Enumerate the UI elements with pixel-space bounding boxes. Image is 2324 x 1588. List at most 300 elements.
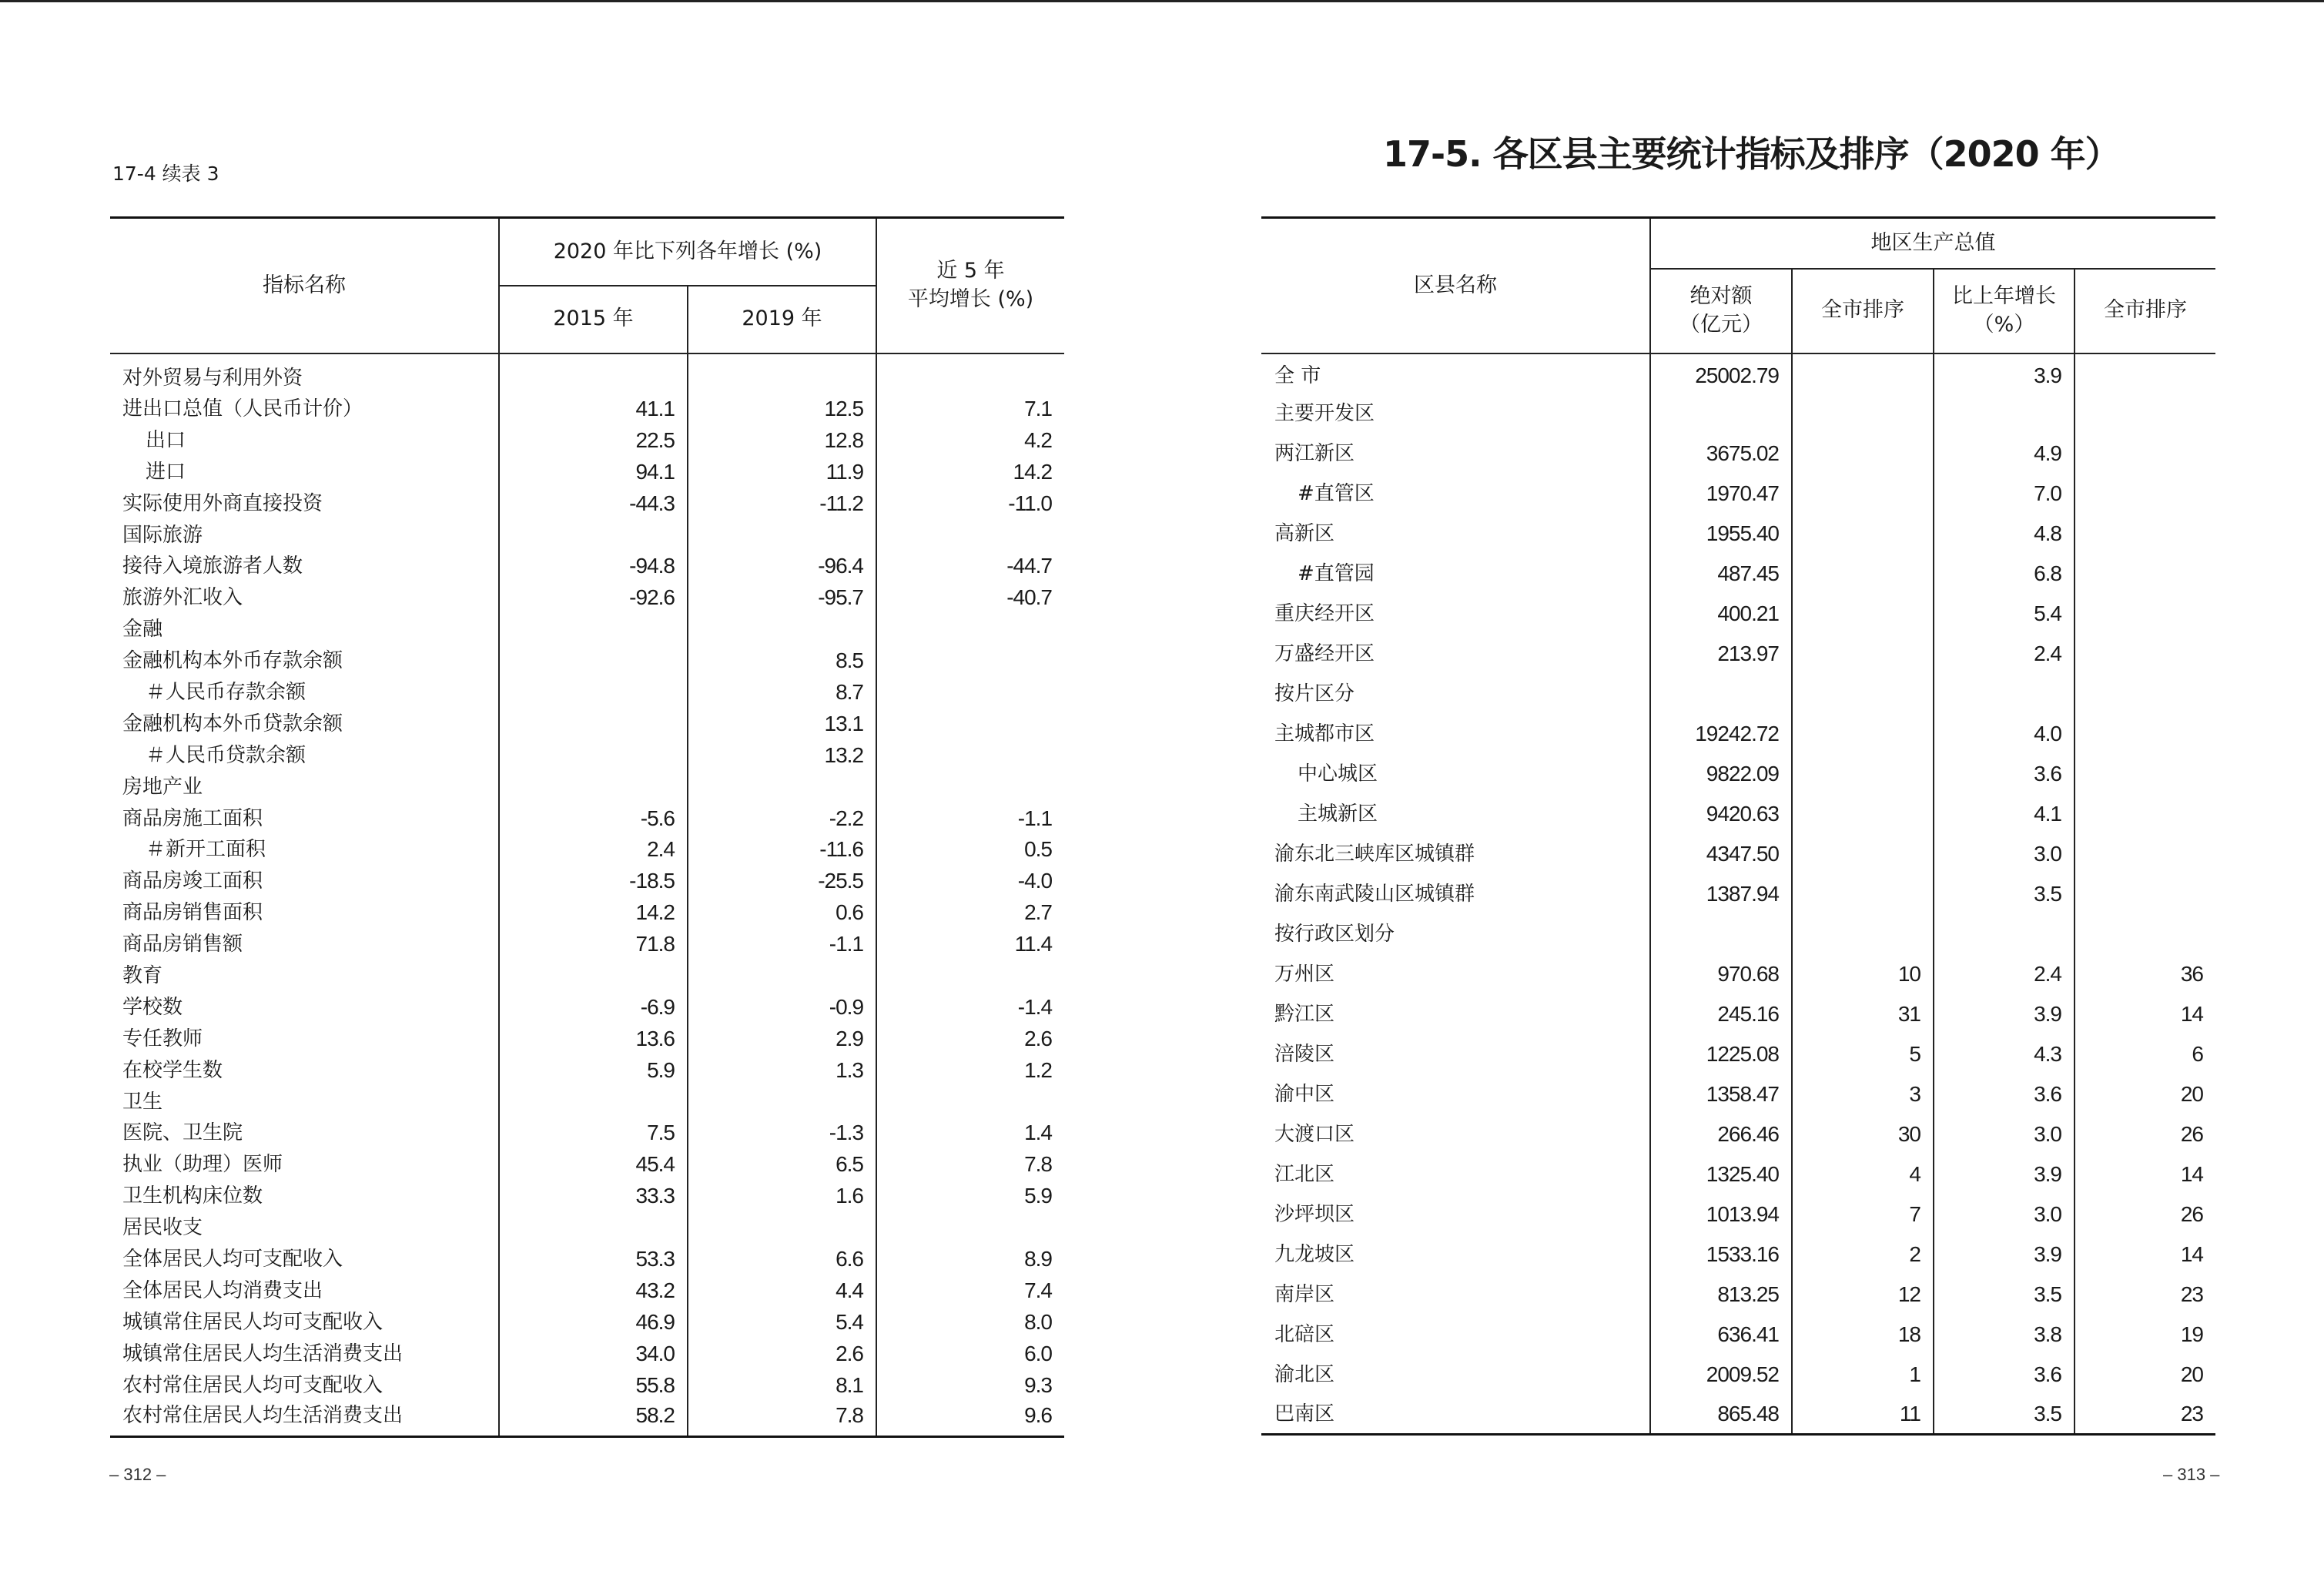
table-row xyxy=(110,929,1064,960)
gdp-rank xyxy=(1792,834,1934,874)
indicator-name: 卫生机构床位数 xyxy=(122,1184,263,1208)
growth-rank xyxy=(2075,834,2215,874)
growth-vs-2015: 2.4 xyxy=(499,834,688,866)
gdp-absolute: 2009.52 xyxy=(1650,1355,1792,1395)
table-row xyxy=(110,456,1064,487)
indicator-name: 金融 xyxy=(122,618,163,642)
gdp-absolute: 1358.47 xyxy=(1650,1074,1792,1114)
gdp-growth: 3.5 xyxy=(1934,1275,2075,1315)
gdp-absolute xyxy=(1650,914,1792,954)
gdp-growth: 4.1 xyxy=(1934,794,2075,834)
table-row xyxy=(110,834,1064,866)
growth-vs-2019: 1.6 xyxy=(688,1181,876,1212)
growth-vs-2015: 41.1 xyxy=(499,394,688,425)
table-row xyxy=(110,519,1064,551)
growth-vs-2015: 58.2 xyxy=(499,1401,688,1436)
table-row xyxy=(110,487,1064,519)
table-row xyxy=(1261,554,2215,594)
growth-vs-2015 xyxy=(499,614,688,645)
indicator-name: 金融机构本外币存款余额 xyxy=(122,649,343,673)
header-growth-line2: （%） xyxy=(1973,312,2035,337)
district-name: 渝东南武陵山区城镇群 xyxy=(1274,882,1475,906)
district-name: #直管园 xyxy=(1298,561,1375,585)
gdp-rank xyxy=(1792,434,1934,474)
gdp-growth: 3.8 xyxy=(1934,1315,2075,1355)
gdp-rank xyxy=(1792,353,1934,394)
district-name: 全 市 xyxy=(1274,364,1321,387)
table-row xyxy=(110,960,1064,992)
table-row xyxy=(1261,434,2215,474)
five-year-average: -4.0 xyxy=(876,866,1064,897)
district-name: 万盛经开区 xyxy=(1274,642,1375,665)
growth-rank xyxy=(2075,594,2215,634)
growth-rank: 23 xyxy=(2075,1395,2215,1435)
district-name: 主城新区 xyxy=(1298,802,1378,826)
growth-rank: 6 xyxy=(2075,1034,2215,1074)
growth-table xyxy=(110,216,1064,1438)
growth-vs-2019: 7.8 xyxy=(688,1401,876,1436)
table-row xyxy=(110,866,1064,897)
growth-vs-2015: 22.5 xyxy=(499,424,688,456)
district-name: 沙坪坝区 xyxy=(1274,1202,1355,1226)
district-name: 黔江区 xyxy=(1274,1002,1335,1026)
five-year-average: 2.7 xyxy=(876,897,1064,929)
gdp-absolute: 636.41 xyxy=(1650,1315,1792,1355)
growth-vs-2015: -44.3 xyxy=(499,487,688,519)
growth-vs-2015: -94.8 xyxy=(499,551,688,582)
district-name: 江北区 xyxy=(1274,1162,1335,1186)
table-row xyxy=(1261,634,2215,674)
five-year-average xyxy=(876,614,1064,645)
header-5yr-average xyxy=(876,218,1064,353)
gdp-absolute: 4347.50 xyxy=(1650,834,1792,874)
gdp-growth: 3.9 xyxy=(1934,1154,2075,1194)
growth-rank xyxy=(2075,634,2215,674)
table-caption: 17-4 续表 3 xyxy=(112,162,219,185)
indicator-name: 学校数 xyxy=(122,995,183,1019)
indicator-name: ＃人民币贷款余额 xyxy=(146,743,306,767)
five-year-average: -11.0 xyxy=(876,487,1064,519)
indicator-name: 城镇常住居民人均生活消费支出 xyxy=(122,1342,404,1365)
five-year-average xyxy=(876,677,1064,709)
gdp-growth: 3.0 xyxy=(1934,834,2075,874)
growth-vs-2019: -0.9 xyxy=(688,991,876,1023)
growth-vs-2019: 8.5 xyxy=(688,645,876,677)
growth-rank xyxy=(2075,914,2215,954)
header-growth-line1: 比上年增长 xyxy=(1952,284,2056,309)
five-year-average xyxy=(876,739,1064,771)
growth-vs-2019: -1.1 xyxy=(688,929,876,960)
indicator-name: 旅游外汇收入 xyxy=(122,586,243,610)
growth-vs-2015: 94.1 xyxy=(499,456,688,487)
growth-rank: 20 xyxy=(2075,1074,2215,1114)
district-name: #直管区 xyxy=(1298,481,1375,505)
growth-vs-2015: -92.6 xyxy=(499,582,688,614)
five-year-average: 0.5 xyxy=(876,834,1064,866)
indicator-name: 商品房销售面积 xyxy=(122,901,263,925)
gdp-rank xyxy=(1792,674,1934,714)
growth-vs-2019: 11.9 xyxy=(688,456,876,487)
growth-vs-2019 xyxy=(688,519,876,551)
indicator-name: 教育 xyxy=(122,963,163,987)
growth-vs-2019: 1.3 xyxy=(688,1054,876,1086)
five-year-average xyxy=(876,960,1064,992)
growth-rank xyxy=(2075,434,2215,474)
gdp-rank: 4 xyxy=(1792,1154,1934,1194)
five-year-average xyxy=(876,1086,1064,1117)
district-name: 中心城区 xyxy=(1298,762,1378,786)
gdp-rank: 1 xyxy=(1792,1355,1934,1395)
growth-vs-2015: 53.3 xyxy=(499,1244,688,1275)
growth-vs-2019: -96.4 xyxy=(688,551,876,582)
five-year-average: -40.7 xyxy=(876,582,1064,614)
five-year-average: -1.4 xyxy=(876,991,1064,1023)
gdp-rank: 31 xyxy=(1792,994,1934,1034)
growth-vs-2015: 43.2 xyxy=(499,1275,688,1306)
table-row xyxy=(1261,1315,2215,1355)
table-row xyxy=(1261,874,2215,914)
gdp-growth: 3.9 xyxy=(1934,1235,2075,1275)
district-name: 按片区分 xyxy=(1274,682,1355,705)
indicator-name: 农村常住居民人均可支配收入 xyxy=(122,1373,383,1397)
table-row xyxy=(1261,1275,2215,1315)
growth-vs-2015: 71.8 xyxy=(499,929,688,960)
growth-vs-2019: 4.4 xyxy=(688,1275,876,1306)
five-year-average xyxy=(876,353,1064,394)
gdp-absolute: 25002.79 xyxy=(1650,353,1792,394)
table-row xyxy=(1261,794,2215,834)
five-year-average: 7.4 xyxy=(876,1275,1064,1306)
growth-rank: 36 xyxy=(2075,954,2215,994)
growth-vs-2019: 6.6 xyxy=(688,1244,876,1275)
indicator-name: 居民收支 xyxy=(122,1216,203,1240)
growth-vs-2019: -11.6 xyxy=(688,834,876,866)
growth-vs-2015 xyxy=(499,353,688,394)
district-name: 高新区 xyxy=(1274,521,1335,545)
five-year-average xyxy=(876,519,1064,551)
gdp-absolute: 9420.63 xyxy=(1650,794,1792,834)
growth-rank xyxy=(2075,874,2215,914)
indicator-name: 城镇常住居民人均可支配收入 xyxy=(122,1310,383,1334)
gdp-absolute: 9822.09 xyxy=(1650,754,1792,794)
growth-vs-2019 xyxy=(688,1212,876,1244)
gdp-absolute: 400.21 xyxy=(1650,594,1792,634)
growth-vs-2015: -5.6 xyxy=(499,802,688,834)
indicator-name: 出口 xyxy=(146,428,186,452)
growth-vs-2019 xyxy=(688,353,876,394)
gdp-growth: 3.9 xyxy=(1934,994,2075,1034)
district-table xyxy=(1261,216,2215,1436)
table-row xyxy=(110,424,1064,456)
table-row xyxy=(110,897,1064,929)
table-row xyxy=(110,1149,1064,1181)
table-row xyxy=(110,1086,1064,1117)
gdp-absolute: 970.68 xyxy=(1650,954,1792,994)
growth-vs-2019: 8.1 xyxy=(688,1369,876,1401)
five-year-average: -1.1 xyxy=(876,802,1064,834)
table-row xyxy=(110,1117,1064,1149)
gdp-rank: 2 xyxy=(1792,1235,1934,1275)
gdp-rank xyxy=(1792,474,1934,514)
growth-vs-2015: 13.6 xyxy=(499,1023,688,1054)
table-row xyxy=(110,802,1064,834)
growth-vs-2015 xyxy=(499,708,688,739)
gdp-rank xyxy=(1792,594,1934,634)
gdp-growth xyxy=(1934,394,2075,434)
gdp-absolute: 266.46 xyxy=(1650,1114,1792,1154)
gdp-growth: 4.3 xyxy=(1934,1034,2075,1074)
gdp-absolute: 19242.72 xyxy=(1650,714,1792,754)
district-name: 万州区 xyxy=(1274,962,1335,986)
gdp-rank xyxy=(1792,754,1934,794)
district-name: 渝东北三峡库区城镇群 xyxy=(1274,842,1475,866)
growth-rank xyxy=(2075,754,2215,794)
five-year-average: 5.9 xyxy=(876,1181,1064,1212)
growth-vs-2019: 6.5 xyxy=(688,1149,876,1181)
indicator-name: 全体居民人均消费支出 xyxy=(122,1278,323,1302)
indicator-name: 商品房竣工面积 xyxy=(122,869,263,893)
five-year-average: -44.7 xyxy=(876,551,1064,582)
growth-vs-2015: 5.9 xyxy=(499,1054,688,1086)
district-name: 两江新区 xyxy=(1274,441,1355,465)
gdp-rank xyxy=(1792,714,1934,754)
header-absolute-line1: 绝对额 xyxy=(1689,284,1753,309)
gdp-absolute: 1970.47 xyxy=(1650,474,1792,514)
five-year-average xyxy=(876,1212,1064,1244)
growth-rank xyxy=(2075,514,2215,554)
growth-vs-2019: 5.4 xyxy=(688,1306,876,1338)
table-row xyxy=(110,1306,1064,1338)
district-name: 渝北区 xyxy=(1274,1362,1335,1386)
header-2015: 2015 年 xyxy=(499,286,688,353)
growth-vs-2015 xyxy=(499,960,688,992)
gdp-growth: 4.0 xyxy=(1934,714,2075,754)
growth-vs-2019: 13.1 xyxy=(688,708,876,739)
table-row xyxy=(110,1401,1064,1436)
gdp-rank: 5 xyxy=(1792,1034,1934,1074)
gdp-growth: 4.8 xyxy=(1934,514,2075,554)
growth-vs-2015 xyxy=(499,1086,688,1117)
growth-rank: 26 xyxy=(2075,1114,2215,1154)
gdp-growth: 3.6 xyxy=(1934,1355,2075,1395)
header-absolute xyxy=(1650,269,1792,353)
table-row xyxy=(1261,594,2215,634)
gdp-rank: 10 xyxy=(1792,954,1934,994)
growth-vs-2019: -1.3 xyxy=(688,1117,876,1149)
header-5yr-line2: 平均增长 (%) xyxy=(907,286,1034,311)
growth-vs-2019 xyxy=(688,960,876,992)
table-row xyxy=(1261,394,2215,434)
growth-vs-2019 xyxy=(688,1086,876,1117)
gdp-absolute: 1387.94 xyxy=(1650,874,1792,914)
indicator-name: 实际使用外商直接投资 xyxy=(122,491,323,515)
gdp-growth: 3.9 xyxy=(1934,353,2075,394)
header-district-name: 区县名称 xyxy=(1261,218,1650,353)
district-table-body xyxy=(1261,353,2215,1435)
growth-vs-2015: 14.2 xyxy=(499,897,688,929)
growth-vs-2015: 34.0 xyxy=(499,1338,688,1369)
growth-vs-2019: 8.7 xyxy=(688,677,876,709)
five-year-average: 8.9 xyxy=(876,1244,1064,1275)
growth-rank xyxy=(2075,554,2215,594)
five-year-average: 6.0 xyxy=(876,1338,1064,1369)
table-row xyxy=(110,645,1064,677)
indicator-name: ＃人民币存款余额 xyxy=(146,680,306,704)
table-row xyxy=(110,394,1064,425)
gdp-growth: 3.6 xyxy=(1934,1074,2075,1114)
header-2019: 2019 年 xyxy=(688,286,876,353)
growth-vs-2015 xyxy=(499,1212,688,1244)
table-row xyxy=(1261,514,2215,554)
gdp-growth xyxy=(1934,674,2075,714)
table-row xyxy=(110,1275,1064,1306)
district-name: 南岸区 xyxy=(1274,1282,1335,1306)
growth-vs-2019: 2.6 xyxy=(688,1338,876,1369)
gdp-rank xyxy=(1792,914,1934,954)
table-row xyxy=(110,614,1064,645)
header-indicator-name: 指标名称 xyxy=(110,218,499,353)
growth-vs-2015 xyxy=(499,645,688,677)
gdp-growth: 2.4 xyxy=(1934,634,2075,674)
table-row xyxy=(110,708,1064,739)
header-gdp-group: 地区生产总值 xyxy=(1650,218,2215,269)
table-row xyxy=(110,991,1064,1023)
growth-vs-2019: -11.2 xyxy=(688,487,876,519)
gdp-growth: 5.4 xyxy=(1934,594,2075,634)
header-absolute-line2: （亿元） xyxy=(1679,312,1763,337)
growth-rank: 26 xyxy=(2075,1194,2215,1235)
indicator-name: 执业（助理）医师 xyxy=(122,1153,283,1177)
table-row xyxy=(110,739,1064,771)
gdp-rank: 7 xyxy=(1792,1194,1934,1235)
gdp-absolute: 213.97 xyxy=(1650,634,1792,674)
growth-vs-2015: 45.4 xyxy=(499,1149,688,1181)
gdp-absolute: 487.45 xyxy=(1650,554,1792,594)
growth-vs-2015 xyxy=(499,771,688,802)
district-name: 巴南区 xyxy=(1274,1402,1335,1426)
district-name: 按行政区划分 xyxy=(1274,922,1395,946)
growth-vs-2019: 13.2 xyxy=(688,739,876,771)
indicator-name: 商品房施工面积 xyxy=(122,806,263,830)
table-row xyxy=(1261,1114,2215,1154)
gdp-growth: 7.0 xyxy=(1934,474,2075,514)
gdp-growth: 3.5 xyxy=(1934,1395,2075,1435)
table-row xyxy=(1261,1355,2215,1395)
table-row xyxy=(1261,1034,2215,1074)
district-name: 北碚区 xyxy=(1274,1322,1335,1346)
table-row xyxy=(1261,353,2215,394)
growth-vs-2019: -25.5 xyxy=(688,866,876,897)
growth-rank xyxy=(2075,353,2215,394)
indicator-name: 专任教师 xyxy=(122,1027,203,1050)
table-row xyxy=(1261,954,2215,994)
gdp-rank: 11 xyxy=(1792,1395,1934,1435)
growth-rank xyxy=(2075,394,2215,434)
table-row xyxy=(1261,754,2215,794)
growth-rank xyxy=(2075,674,2215,714)
district-name: 大渡口区 xyxy=(1274,1122,1355,1146)
growth-rank: 14 xyxy=(2075,1235,2215,1275)
growth-vs-2015 xyxy=(499,677,688,709)
table-row xyxy=(110,771,1064,802)
growth-vs-2015: 55.8 xyxy=(499,1369,688,1401)
gdp-rank xyxy=(1792,634,1934,674)
gdp-rank: 3 xyxy=(1792,1074,1934,1114)
table-row xyxy=(1261,1154,2215,1194)
table-row xyxy=(110,582,1064,614)
gdp-rank: 30 xyxy=(1792,1114,1934,1154)
growth-vs-2019: 0.6 xyxy=(688,897,876,929)
table-row xyxy=(110,677,1064,709)
district-name: 重庆经开区 xyxy=(1274,601,1375,625)
gdp-absolute: 1225.08 xyxy=(1650,1034,1792,1074)
growth-vs-2015: -18.5 xyxy=(499,866,688,897)
indicator-name: 在校学生数 xyxy=(122,1058,223,1082)
indicator-name: 国际旅游 xyxy=(122,523,203,547)
growth-rank: 19 xyxy=(2075,1315,2215,1355)
gdp-growth: 3.0 xyxy=(1934,1114,2075,1154)
growth-vs-2015: -6.9 xyxy=(499,991,688,1023)
table-row xyxy=(1261,674,2215,714)
table-row xyxy=(110,1181,1064,1212)
gdp-growth: 3.6 xyxy=(1934,754,2075,794)
district-name: 九龙坡区 xyxy=(1274,1242,1355,1266)
header-rank-2: 全市排序 xyxy=(2075,269,2215,353)
indicator-name: 农村常住居民人均生活消费支出 xyxy=(122,1404,404,1428)
growth-vs-2015 xyxy=(499,739,688,771)
five-year-average xyxy=(876,771,1064,802)
growth-table-body xyxy=(110,353,1064,1437)
five-year-average: 8.0 xyxy=(876,1306,1064,1338)
five-year-average xyxy=(876,708,1064,739)
table-row xyxy=(110,551,1064,582)
gdp-rank xyxy=(1792,794,1934,834)
five-year-average: 2.6 xyxy=(876,1023,1064,1054)
gdp-rank: 18 xyxy=(1792,1315,1934,1355)
growth-rank: 20 xyxy=(2075,1355,2215,1395)
gdp-growth: 3.0 xyxy=(1934,1194,2075,1235)
five-year-average: 9.6 xyxy=(876,1401,1064,1436)
district-name: 渝中区 xyxy=(1274,1082,1335,1106)
gdp-absolute: 1955.40 xyxy=(1650,514,1792,554)
growth-vs-2019 xyxy=(688,614,876,645)
growth-rank xyxy=(2075,714,2215,754)
page-title: 17-5. 各区县主要统计指标及排序（2020 年） xyxy=(1383,133,2120,175)
table-row xyxy=(110,1369,1064,1401)
growth-rank xyxy=(2075,794,2215,834)
growth-vs-2019: -95.7 xyxy=(688,582,876,614)
gdp-absolute: 865.48 xyxy=(1650,1395,1792,1435)
header-rank-1: 全市排序 xyxy=(1792,269,1934,353)
indicator-name: 接待入境旅游者人数 xyxy=(122,554,303,578)
gdp-absolute xyxy=(1650,674,1792,714)
table-row xyxy=(1261,1194,2215,1235)
growth-rank: 23 xyxy=(2075,1275,2215,1315)
table-row xyxy=(110,1054,1064,1086)
indicator-name: ＃新开工面积 xyxy=(146,838,266,862)
gdp-rank xyxy=(1792,554,1934,594)
gdp-growth: 3.5 xyxy=(1934,874,2075,914)
gdp-absolute: 813.25 xyxy=(1650,1275,1792,1315)
five-year-average: 1.2 xyxy=(876,1054,1064,1086)
indicator-name: 卫生 xyxy=(122,1090,163,1114)
growth-vs-2019 xyxy=(688,771,876,802)
header-5yr-line1: 近 5 年 xyxy=(936,259,1005,283)
gdp-growth: 4.9 xyxy=(1934,434,2075,474)
page-number-right: – 313 – xyxy=(2163,1465,2220,1484)
five-year-average: 9.3 xyxy=(876,1369,1064,1401)
growth-rank xyxy=(2075,474,2215,514)
